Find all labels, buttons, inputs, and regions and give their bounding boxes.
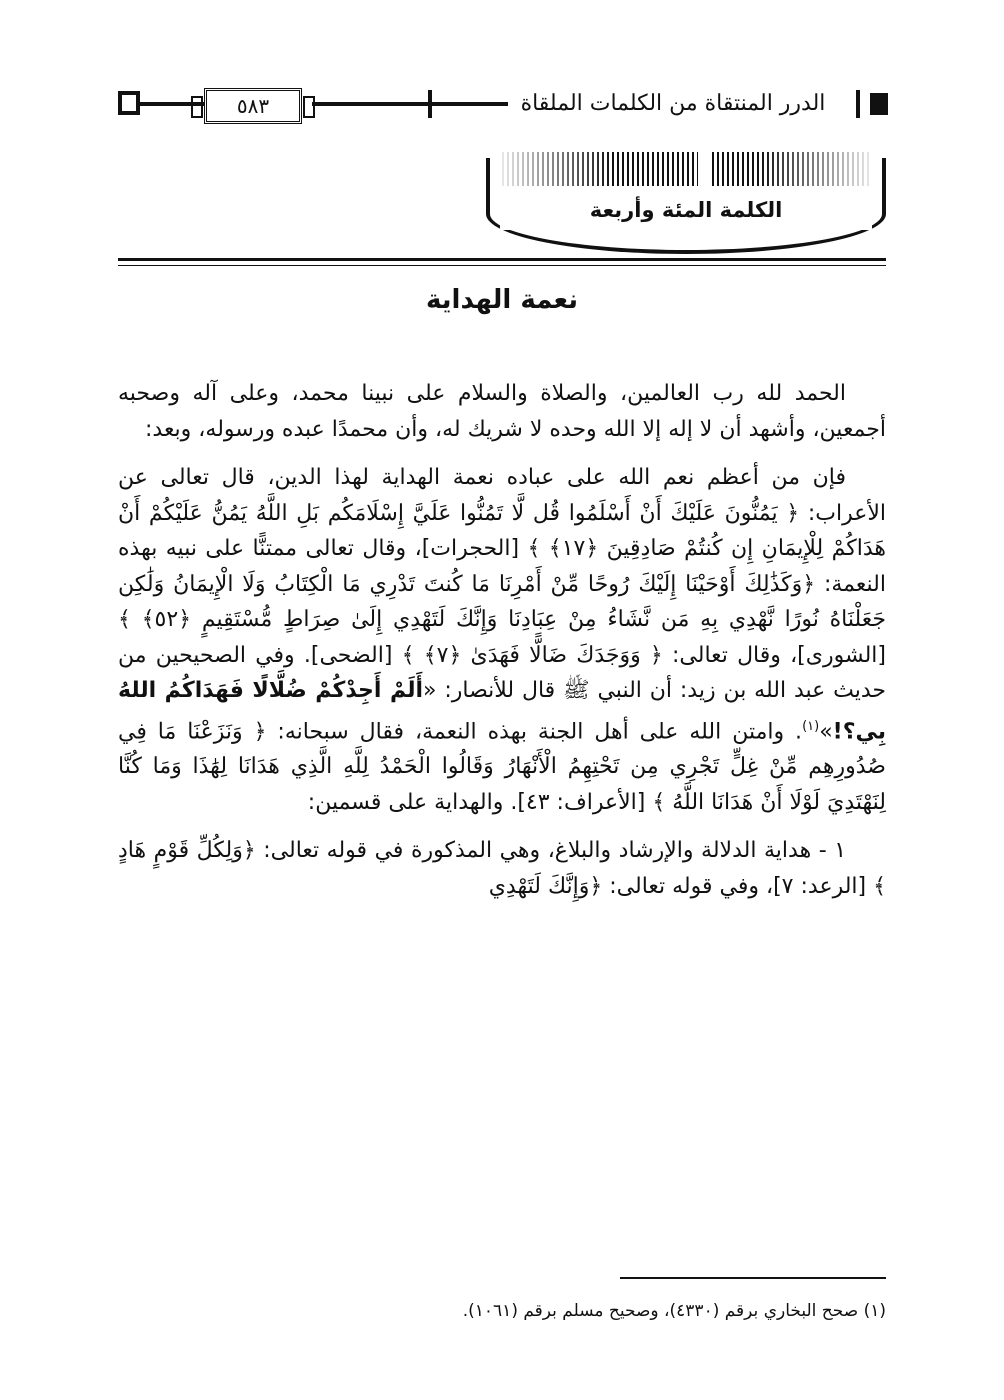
text: ١ - هداية الدلالة والإرشاد والبلاغ، وهي المذكورة في قوله تعالى: bbox=[255, 838, 847, 864]
header-square-ornament bbox=[870, 93, 888, 115]
header-divider bbox=[428, 90, 432, 118]
text: [الأعراف: ٤٣]. والهداية على قسمين: bbox=[307, 789, 653, 815]
header-square-ornament bbox=[118, 91, 140, 115]
running-header bbox=[118, 84, 888, 124]
chapter-label: الكلمة المئة وأربعة bbox=[500, 186, 872, 230]
text: . وامتن الله على أهل الجنة بهذه النعمة، فقال سبحانه: bbox=[266, 718, 803, 744]
hadith-quote: أَلَمْ أَجِدْكُمْ ضُلَّالًا فَهَدَاكُمُ اللهُ بِي؟! bbox=[118, 678, 886, 744]
quran-verse: ﴿وَكَذَٰلِكَ أَوْحَيْنَا إِلَيْكَ رُوحًا مِّنْ أَمْرِنَا مَا كُنتَ تَدْرِي مَا الْكِتَابُ وَلَا الْإِيمَانُ وَلَٰكِن جَعَلْنَاهُ نُورًا نَّهْدِي بِهِ مَن نَّشَاءُ مِنْ عِبَادِنَا وَإِنَّكَ لَتَهْدِي إِلَىٰ صِرَاطٍ مُّسْتَقِيمٍ ﴿٥٢﴾ ﴾ bbox=[118, 571, 886, 632]
paragraph bbox=[118, 460, 886, 820]
chapter-badge bbox=[486, 148, 886, 254]
footnote-rule bbox=[620, 1277, 886, 1279]
text: [الحجرات]، وقال تعالى ممتنًّا على نبيه بهذه النعمة: bbox=[118, 536, 886, 597]
text: [الشورى]، وقال تعالى: bbox=[662, 642, 886, 668]
page-title: نعمة الهداية bbox=[426, 285, 578, 315]
quran-verse: ﴿وَلِكُلِّ قَوْمٍ هَادٍ ﴾ bbox=[118, 838, 886, 899]
text: فإن من أعظم نعم الله على عباده نعمة الهداية لهذا الدين، قال تعالى عن الأعراب: bbox=[118, 465, 886, 526]
header-divider-rule bbox=[118, 265, 886, 266]
quran-verse: ﴿ وَنَزَعْنَا مَا فِي صُدُورِهِم مِّنْ غِلٍّ تَجْرِي مِن تَحْتِهِمُ الْأَنْهَارُ وَقَالُوا الْحَمْدُ لِلَّهِ الَّذِي هَدَانَا لِهَٰذَا وَمَا كُنَّا لِنَهْتَدِيَ لَوْلَا أَنْ هَدَانَا اللَّهُ ﴾ bbox=[118, 718, 886, 815]
quran-verse: ﴿وَإِنَّكَ لَتَهْدِي bbox=[488, 873, 603, 899]
text: [الرعد: ٧]، وفي قوله تعالى: bbox=[602, 873, 874, 899]
footnote: (١) صحح البخاري برقم (٤٣٣٠)، وصحيح مسلم برقم (١٠٦١). bbox=[462, 1301, 886, 1321]
body-text bbox=[118, 376, 886, 917]
header-divider bbox=[856, 90, 860, 118]
book-title: الدرر المنتقاة من الكلمات الملقاة bbox=[508, 84, 838, 124]
text: » bbox=[819, 718, 833, 744]
footnote-ref: (١) bbox=[802, 718, 820, 734]
quran-verse: ﴿ يَمُنُّونَ عَلَيْكَ أَنْ أَسْلَمُوا قُل لَّا تَمُنُّوا عَلَيَّ إِسْلَامَكُم بَلِ اللَّهُ يَمُنُّ عَلَيْكُمْ أَنْ هَدَاكُمْ لِلْإِيمَانِ إِن كُنتُمْ صَادِقِينَ ﴿١٧﴾ ﴾ bbox=[118, 500, 886, 561]
page-number: ٥٨٣ bbox=[204, 88, 302, 124]
quran-verse: ﴿ وَوَجَدَكَ ضَالًّا فَهَدَىٰ ﴿٧﴾ ﴾ bbox=[401, 642, 663, 668]
paragraph bbox=[118, 833, 886, 904]
text: [الضحى]. وفي الصحيحين من حديث عبد الله بن زيد: أن النبي ﷺ قال للأنصار: « bbox=[118, 642, 886, 703]
header-divider-rule bbox=[118, 258, 886, 261]
paragraph: الحمد لله رب العالمين، والصلاة والسلام على نبينا محمد، وعلى آله وصحبه أجمعين، وأشهد أن لا إله إلا الله وحده لا شريك له، وأن محمدًا عبده ورسوله، وبعد: bbox=[118, 381, 886, 442]
